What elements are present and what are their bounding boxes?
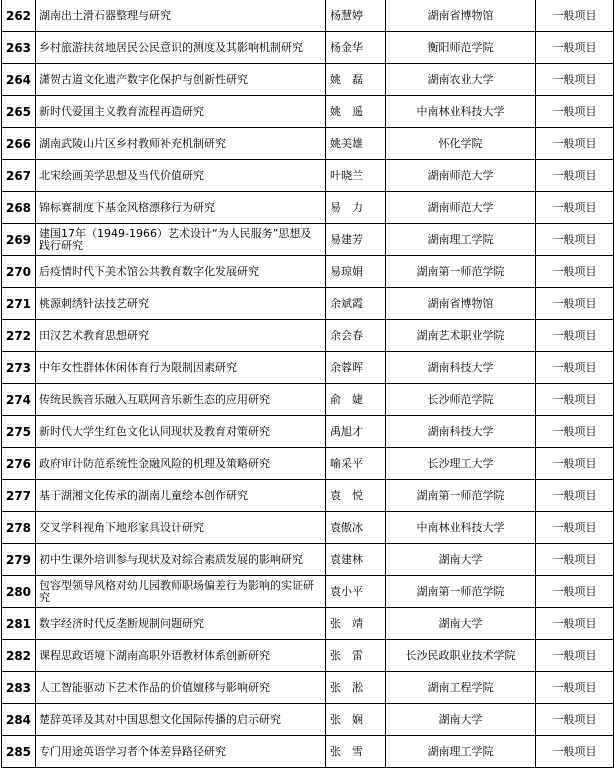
project-table-body: [2, 0, 614, 768]
table-row: [2, 448, 614, 480]
row-number: 262: [2, 0, 36, 32]
table-row: [2, 736, 614, 768]
principal-investigator: 余会春: [326, 320, 386, 352]
table-row: [2, 288, 614, 320]
institution: 湖南艺术职业学院: [386, 320, 536, 352]
table-row: [2, 416, 614, 448]
row-number: 264: [2, 64, 36, 96]
principal-investigator: 余斌霞: [326, 288, 386, 320]
table-row: [2, 512, 614, 544]
row-number: 272: [2, 320, 36, 352]
project-title: 课程思政语境下湖南高职外语教材体系创新研究: [36, 640, 326, 672]
row-number: 271: [2, 288, 36, 320]
institution: 怀化学院: [386, 128, 536, 160]
project-title: 湖南出土滑石器整理与研究: [36, 0, 326, 32]
project-title: 初中生课外培训参与现状及对综合素质发展的影响研究: [36, 544, 326, 576]
principal-investigator: 杨慧婷: [326, 0, 386, 32]
principal-investigator: 姚美雄: [326, 128, 386, 160]
institution: 湖南师范大学: [386, 192, 536, 224]
row-number: 283: [2, 672, 36, 704]
project-category: 一般项目: [536, 512, 614, 544]
project-category: 一般项目: [536, 128, 614, 160]
table-row: [2, 192, 614, 224]
principal-investigator: 余蓉晖: [326, 352, 386, 384]
principal-investigator: 禹旭才: [326, 416, 386, 448]
table-row: [2, 480, 614, 512]
principal-investigator: 喻采平: [326, 448, 386, 480]
table-row: [2, 320, 614, 352]
institution: 湖南科技大学: [386, 352, 536, 384]
project-title: 中年女性群体休闲体育行为限制因素研究: [36, 352, 326, 384]
project-title: 建国17年（1949-1966）艺术设计“为人民服务”思想及践行研究: [36, 224, 326, 256]
institution: 湖南第一师范学院: [386, 256, 536, 288]
table-row: [2, 384, 614, 416]
project-title: 桃源刺绣针法技艺研究: [36, 288, 326, 320]
project-title: 后疫情时代下美术馆公共教育数字化发展研究: [36, 256, 326, 288]
institution: 长沙民政职业技术学院: [386, 640, 536, 672]
institution: 中南林业科技大学: [386, 512, 536, 544]
table-row: [2, 640, 614, 672]
project-table: [1, 0, 614, 768]
project-category: 一般项目: [536, 0, 614, 32]
project-category: 一般项目: [536, 608, 614, 640]
principal-investigator: 杨金华: [326, 32, 386, 64]
principal-investigator: 袁小平: [326, 576, 386, 608]
project-category: 一般项目: [536, 192, 614, 224]
table-row: [2, 32, 614, 64]
institution: 中南林业科技大学: [386, 96, 536, 128]
project-title: 基于湖湘文化传承的湖南儿童绘本创作研究: [36, 480, 326, 512]
institution: 湖南科技大学: [386, 416, 536, 448]
row-number: 278: [2, 512, 36, 544]
project-category: 一般项目: [536, 640, 614, 672]
table-row: [2, 224, 614, 256]
table-row: [2, 128, 614, 160]
table-row: [2, 64, 614, 96]
institution: 湖南农业大学: [386, 64, 536, 96]
principal-investigator: 袁 悦: [326, 480, 386, 512]
row-number: 281: [2, 608, 36, 640]
project-category: 一般项目: [536, 320, 614, 352]
table-row: [2, 0, 614, 32]
project-category: 一般项目: [536, 96, 614, 128]
principal-investigator: 张 雷: [326, 640, 386, 672]
principal-investigator: 俞 婕: [326, 384, 386, 416]
row-number: 274: [2, 384, 36, 416]
project-category: 一般项目: [536, 416, 614, 448]
principal-investigator: 张 娴: [326, 704, 386, 736]
project-category: 一般项目: [536, 576, 614, 608]
institution: 湖南第一师范学院: [386, 480, 536, 512]
table-row: [2, 608, 614, 640]
row-number: 276: [2, 448, 36, 480]
project-title: 北宋绘画美学思想及当代价值研究: [36, 160, 326, 192]
project-category: 一般项目: [536, 448, 614, 480]
project-title: 包容型领导风格对幼儿园教师职场偏差行为影响的实证研究: [36, 576, 326, 608]
row-number: 275: [2, 416, 36, 448]
table-row: [2, 160, 614, 192]
principal-investigator: 易琼娟: [326, 256, 386, 288]
project-title: 潇贺古道文化遗产数字化保护与创新性研究: [36, 64, 326, 96]
table-row: [2, 352, 614, 384]
institution: 湖南省博物馆: [386, 0, 536, 32]
institution: 湖南理工学院: [386, 736, 536, 768]
project-title: 楚辞英译及其对中国思想文化国际传播的启示研究: [36, 704, 326, 736]
table-row: [2, 576, 614, 608]
project-title: 专门用途英语学习者个体差异路径研究: [36, 736, 326, 768]
row-number: 267: [2, 160, 36, 192]
project-title: 新时代爱国主义教育流程再造研究: [36, 96, 326, 128]
project-category: 一般项目: [536, 384, 614, 416]
project-title: 乡村旅游扶贫地居民公民意识的测度及其影响机制研究: [36, 32, 326, 64]
table-row: [2, 704, 614, 736]
project-title: 田汉艺术教育思想研究: [36, 320, 326, 352]
project-category: 一般项目: [536, 736, 614, 768]
row-number: 277: [2, 480, 36, 512]
principal-investigator: 易 力: [326, 192, 386, 224]
row-number: 270: [2, 256, 36, 288]
principal-investigator: 袁建林: [326, 544, 386, 576]
row-number: 266: [2, 128, 36, 160]
principal-investigator: 张 靖: [326, 608, 386, 640]
project-category: 一般项目: [536, 288, 614, 320]
table-row: [2, 96, 614, 128]
project-title: 新时代大学生红色文化认同现状及教育对策研究: [36, 416, 326, 448]
project-category: 一般项目: [536, 256, 614, 288]
institution: 长沙理工大学: [386, 448, 536, 480]
project-category: 一般项目: [536, 704, 614, 736]
row-number: 263: [2, 32, 36, 64]
institution: 长沙师范学院: [386, 384, 536, 416]
project-title: 数字经济时代反垄断规制问题研究: [36, 608, 326, 640]
institution: 湖南第一师范学院: [386, 576, 536, 608]
institution: 湖南工程学院: [386, 672, 536, 704]
principal-investigator: 姚 磊: [326, 64, 386, 96]
row-number: 280: [2, 576, 36, 608]
project-category: 一般项目: [536, 160, 614, 192]
project-title: 锦标赛制度下基金风格漂移行为研究: [36, 192, 326, 224]
project-title: 湖南武陵山片区乡村教师补充机制研究: [36, 128, 326, 160]
institution: 湖南大学: [386, 704, 536, 736]
row-number: 285: [2, 736, 36, 768]
principal-investigator: 姚 遥: [326, 96, 386, 128]
project-category: 一般项目: [536, 224, 614, 256]
institution: 湖南理工学院: [386, 224, 536, 256]
project-title: 人工智能驱动下艺术作品的价值嬗移与影响研究: [36, 672, 326, 704]
row-number: 279: [2, 544, 36, 576]
principal-investigator: 袁傲冰: [326, 512, 386, 544]
row-number: 282: [2, 640, 36, 672]
principal-investigator: 张 雪: [326, 736, 386, 768]
row-number: 269: [2, 224, 36, 256]
institution: 湖南大学: [386, 608, 536, 640]
project-title: 传统民族音乐融入互联网音乐新生态的应用研究: [36, 384, 326, 416]
table-row: [2, 256, 614, 288]
principal-investigator: 叶晓兰: [326, 160, 386, 192]
table-row: [2, 544, 614, 576]
project-category: 一般项目: [536, 32, 614, 64]
project-category: 一般项目: [536, 672, 614, 704]
principal-investigator: 易建芳: [326, 224, 386, 256]
project-category: 一般项目: [536, 64, 614, 96]
institution: 衡阳师范学院: [386, 32, 536, 64]
row-number: 273: [2, 352, 36, 384]
project-title: 政府审计防范系统性金融风险的机理及策略研究: [36, 448, 326, 480]
row-number: 265: [2, 96, 36, 128]
project-category: 一般项目: [536, 480, 614, 512]
principal-investigator: 张 淞: [326, 672, 386, 704]
project-title: 交叉学科视角下地形家具设计研究: [36, 512, 326, 544]
project-category: 一般项目: [536, 544, 614, 576]
project-category: 一般项目: [536, 352, 614, 384]
institution: 湖南师范大学: [386, 160, 536, 192]
row-number: 284: [2, 704, 36, 736]
institution: 湖南大学: [386, 544, 536, 576]
table-row: [2, 672, 614, 704]
institution: 湖南省博物馆: [386, 288, 536, 320]
row-number: 268: [2, 192, 36, 224]
